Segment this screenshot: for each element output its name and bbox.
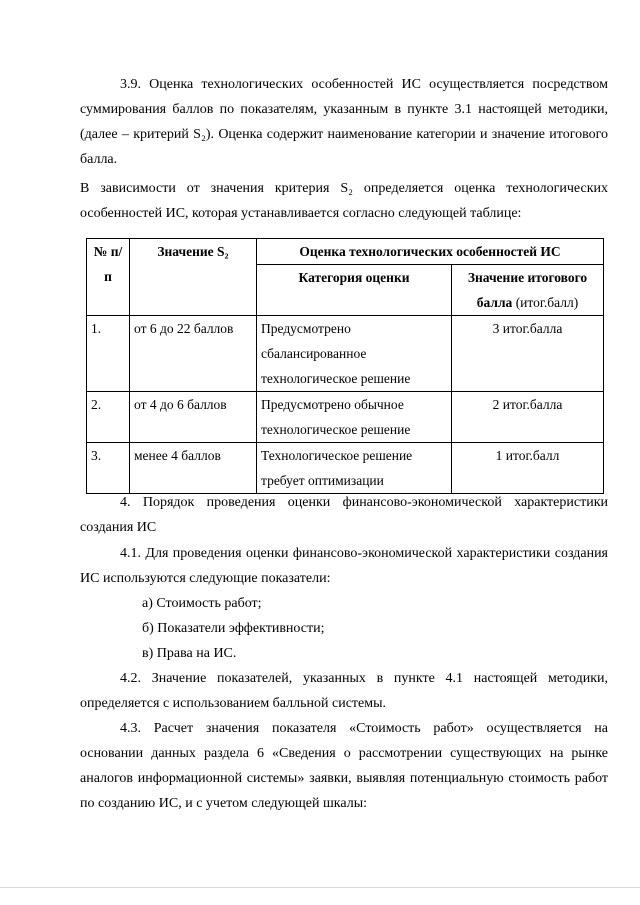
table-row bbox=[87, 443, 604, 494]
paragraph-3-9: 3.9. Оценка технологических особенностей ИС осуществляется посредством суммирования баллов по показателям, указанным в пункте 3.1 настоящей методики, (далее – критерий S₂). Оценка содержит наименование категории и значение итогового балла. bbox=[80, 77, 608, 167]
row-number: 1. bbox=[87, 316, 130, 392]
paragraph-dependence: В зависимости от значения критерия S₂ определяется оценка технологических особенностей ИС, которая устанавливается согласно следующей таблице: bbox=[80, 181, 608, 221]
row-value: менее 4 баллов bbox=[130, 443, 257, 494]
header-category: Категория оценки bbox=[257, 265, 452, 316]
list-item: в) Права на ИС. bbox=[142, 646, 237, 661]
row-category: Предусмотрено сбалансированное технологическое решение bbox=[257, 316, 452, 392]
header-assessment: Оценка технологических особенностей ИС bbox=[257, 239, 604, 265]
row-value: от 4 до 6 баллов bbox=[130, 392, 257, 443]
header-number: № п/п bbox=[87, 239, 130, 316]
header-score bbox=[452, 265, 604, 316]
paragraph-4-3: 4.3. Расчет значения показателя «Стоимость работ» осуществляется на основании данных раздела 6 «Сведения о рассмотрении существующих на рынке аналогов информационной системы» заявки, выявляя потенциальную стоимость работ по созданию ИС, и с учетом следующей шкалы: bbox=[80, 721, 608, 811]
row-score: 2 итог.балла bbox=[452, 392, 604, 443]
paragraph-4-2: 4.2. Значение показателей, указанных в пункте 4.1 настоящей методики, определяется с использованием балльной системы. bbox=[80, 671, 608, 711]
header-score-unit: (итог.балл) bbox=[512, 295, 579, 310]
section-4-heading: 4. Порядок проведения оценки финансово-экономической характеристики создания ИС bbox=[80, 495, 608, 535]
list-item: б) Показатели эффективности; bbox=[142, 621, 325, 636]
table-row bbox=[87, 316, 604, 392]
row-number: 2. bbox=[87, 392, 130, 443]
row-value: от 6 до 22 баллов bbox=[130, 316, 257, 392]
row-number: 3. bbox=[87, 443, 130, 494]
table-row bbox=[87, 392, 604, 443]
row-score: 1 итог.балл bbox=[452, 443, 604, 494]
row-category: Технологическое решение требует оптимизации bbox=[257, 443, 452, 494]
page-bottom-divider bbox=[0, 887, 640, 888]
row-score: 3 итог.балла bbox=[452, 316, 604, 392]
header-score-bold: Значение итогового балла bbox=[467, 270, 588, 310]
paragraph-4-1: 4.1. Для проведения оценки финансово-экономической характеристики создания ИС используются следующие показатели: bbox=[80, 546, 608, 586]
header-value: Значение S₂ bbox=[130, 239, 257, 316]
assessment-table bbox=[86, 238, 604, 494]
list-item: а) Стоимость работ; bbox=[142, 596, 262, 611]
row-category: Предусмотрено обычное технологическое решение bbox=[257, 392, 452, 443]
